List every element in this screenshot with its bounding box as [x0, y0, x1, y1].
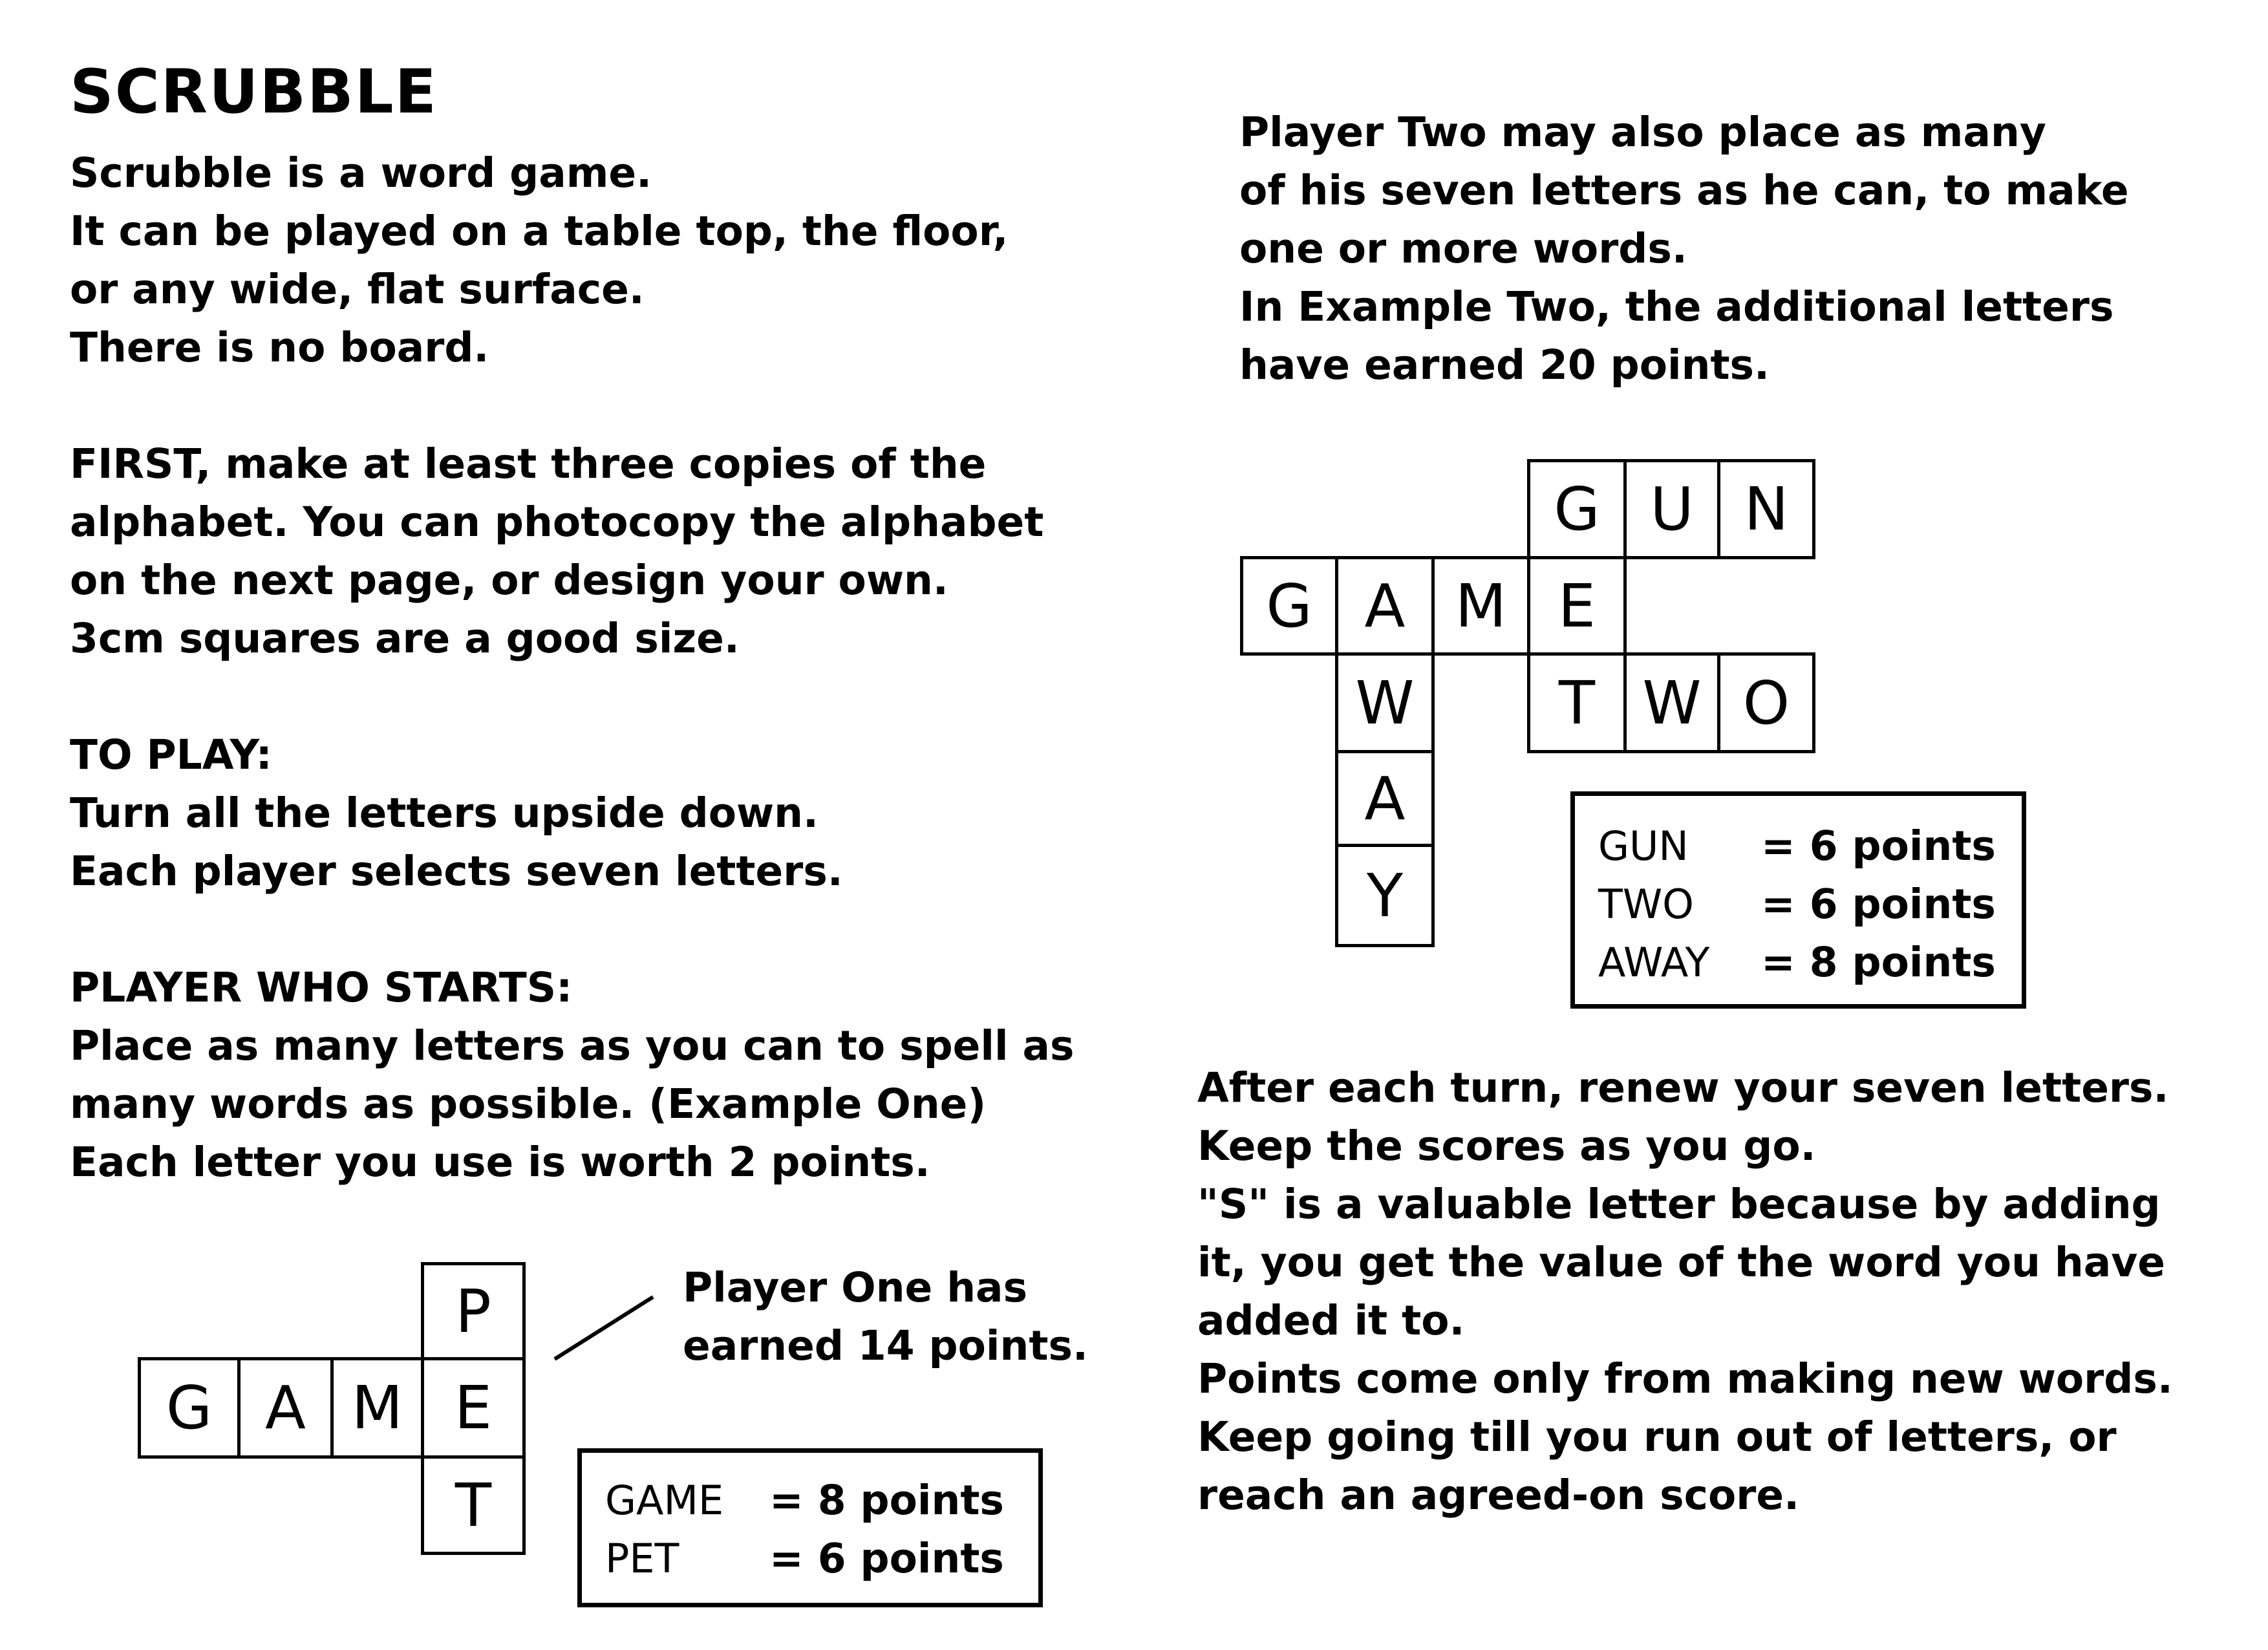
text-line: Player Two may also place as many: [1239, 109, 2046, 156]
first-paragraph: [70, 435, 1043, 668]
example-one-score-box: [577, 1448, 1043, 1607]
letter-tile: T: [1527, 652, 1627, 753]
score-word: GAME: [605, 1476, 724, 1524]
text-line: Keep the scores as you go.: [1197, 1122, 1816, 1170]
score-points: = 8 points: [1761, 938, 1996, 986]
letter-tile: N: [1717, 459, 1815, 559]
score-row: [1598, 875, 2022, 933]
score-points: = 6 points: [1761, 880, 1996, 928]
score-points: = 6 points: [1761, 822, 1996, 870]
letter-tile: W: [1335, 652, 1435, 753]
letter-tile: M: [1431, 556, 1530, 656]
intro-paragraph: [70, 144, 1008, 377]
text-line: "S" is a valuable letter because by adding: [1197, 1181, 2161, 1228]
section-heading: PLAYER WHO STARTS:: [70, 964, 573, 1011]
letter-tile: G: [1527, 459, 1627, 559]
letter-tile: W: [1623, 652, 1720, 753]
text-line: Scrubble is a word game.: [70, 149, 652, 197]
letter-tile: G: [1240, 556, 1338, 656]
letter-tile: G: [138, 1357, 241, 1459]
text-line: Each letter you use is worth 2 points.: [70, 1139, 930, 1186]
letter-tile: Y: [1335, 844, 1435, 947]
callout-line: [550, 1292, 659, 1369]
letter-tile: E: [421, 1357, 526, 1459]
page-title: SCRUBBLE: [70, 57, 438, 127]
text-line: one or more words.: [1239, 225, 1687, 272]
letter-tile: O: [1717, 652, 1815, 753]
text-line: In Example Two, the additional letters: [1239, 283, 2114, 330]
score-row: [1598, 933, 2022, 991]
score-row: [605, 1529, 1038, 1587]
section-heading: TO PLAY:: [70, 731, 272, 778]
example-two-score-box: [1570, 791, 2026, 1009]
text-line: have earned 20 points.: [1239, 341, 1770, 389]
letter-tile: E: [1527, 556, 1627, 656]
text-line: on the next page, or design your own.: [70, 557, 948, 604]
text-line: Place as many letters as you can to spell as: [70, 1022, 1075, 1069]
text-line: 3cm squares are a good size.: [70, 615, 740, 662]
score-points: = 6 points: [769, 1534, 1004, 1582]
score-row: [605, 1471, 1038, 1529]
player-two-paragraph: [1239, 103, 2129, 394]
text-line: alphabet. You can photocopy the alphabet: [70, 498, 1044, 546]
example-one-callout: [683, 1259, 1088, 1375]
score-word: TWO: [1598, 880, 1694, 928]
text-line: Keep going till you run out of letters, or: [1197, 1413, 2117, 1461]
text-line: earned 14 points.: [683, 1322, 1088, 1369]
text-line: added it to.: [1197, 1297, 1465, 1344]
after-each-turn-paragraph: [1197, 1059, 2173, 1525]
letter-tile: A: [1335, 750, 1435, 847]
score-word: PET: [605, 1534, 679, 1582]
text-line: reach an agreed-on score.: [1197, 1472, 1800, 1519]
text-line: FIRST, make at least three copies of the: [70, 440, 987, 488]
text-line: Points come only from making new words.: [1197, 1355, 2173, 1402]
text-line: of his seven letters as he can, to make: [1239, 167, 2129, 214]
letter-tile: A: [1335, 556, 1435, 656]
score-row: [1598, 817, 2022, 875]
text-line: Player One has: [683, 1264, 1028, 1311]
letter-tile: U: [1623, 459, 1720, 559]
letter-tile: A: [237, 1357, 334, 1459]
player-who-starts-paragraph: [70, 959, 1075, 1192]
text-line: Each player selects seven letters.: [70, 848, 843, 895]
score-points: = 8 points: [769, 1476, 1004, 1524]
text-line: There is no board.: [70, 324, 489, 371]
text-line: many words as possible. (Example One): [70, 1080, 987, 1128]
to-play-paragraph: [70, 726, 843, 901]
text-line: Turn all the letters upside down.: [70, 789, 818, 837]
score-word: AWAY: [1598, 938, 1710, 986]
text-line: it, you get the value of the word you have: [1197, 1239, 2166, 1286]
text-line: or any wide, flat surface.: [70, 266, 645, 313]
text-line: After each turn, renew your seven letters.: [1197, 1064, 2169, 1111]
score-word: GUN: [1598, 822, 1689, 870]
letter-tile: M: [330, 1357, 424, 1459]
letter-tile: P: [421, 1262, 526, 1360]
text-line: It can be played on a table top, the floor,: [70, 208, 1009, 255]
letter-tile: T: [421, 1455, 526, 1555]
